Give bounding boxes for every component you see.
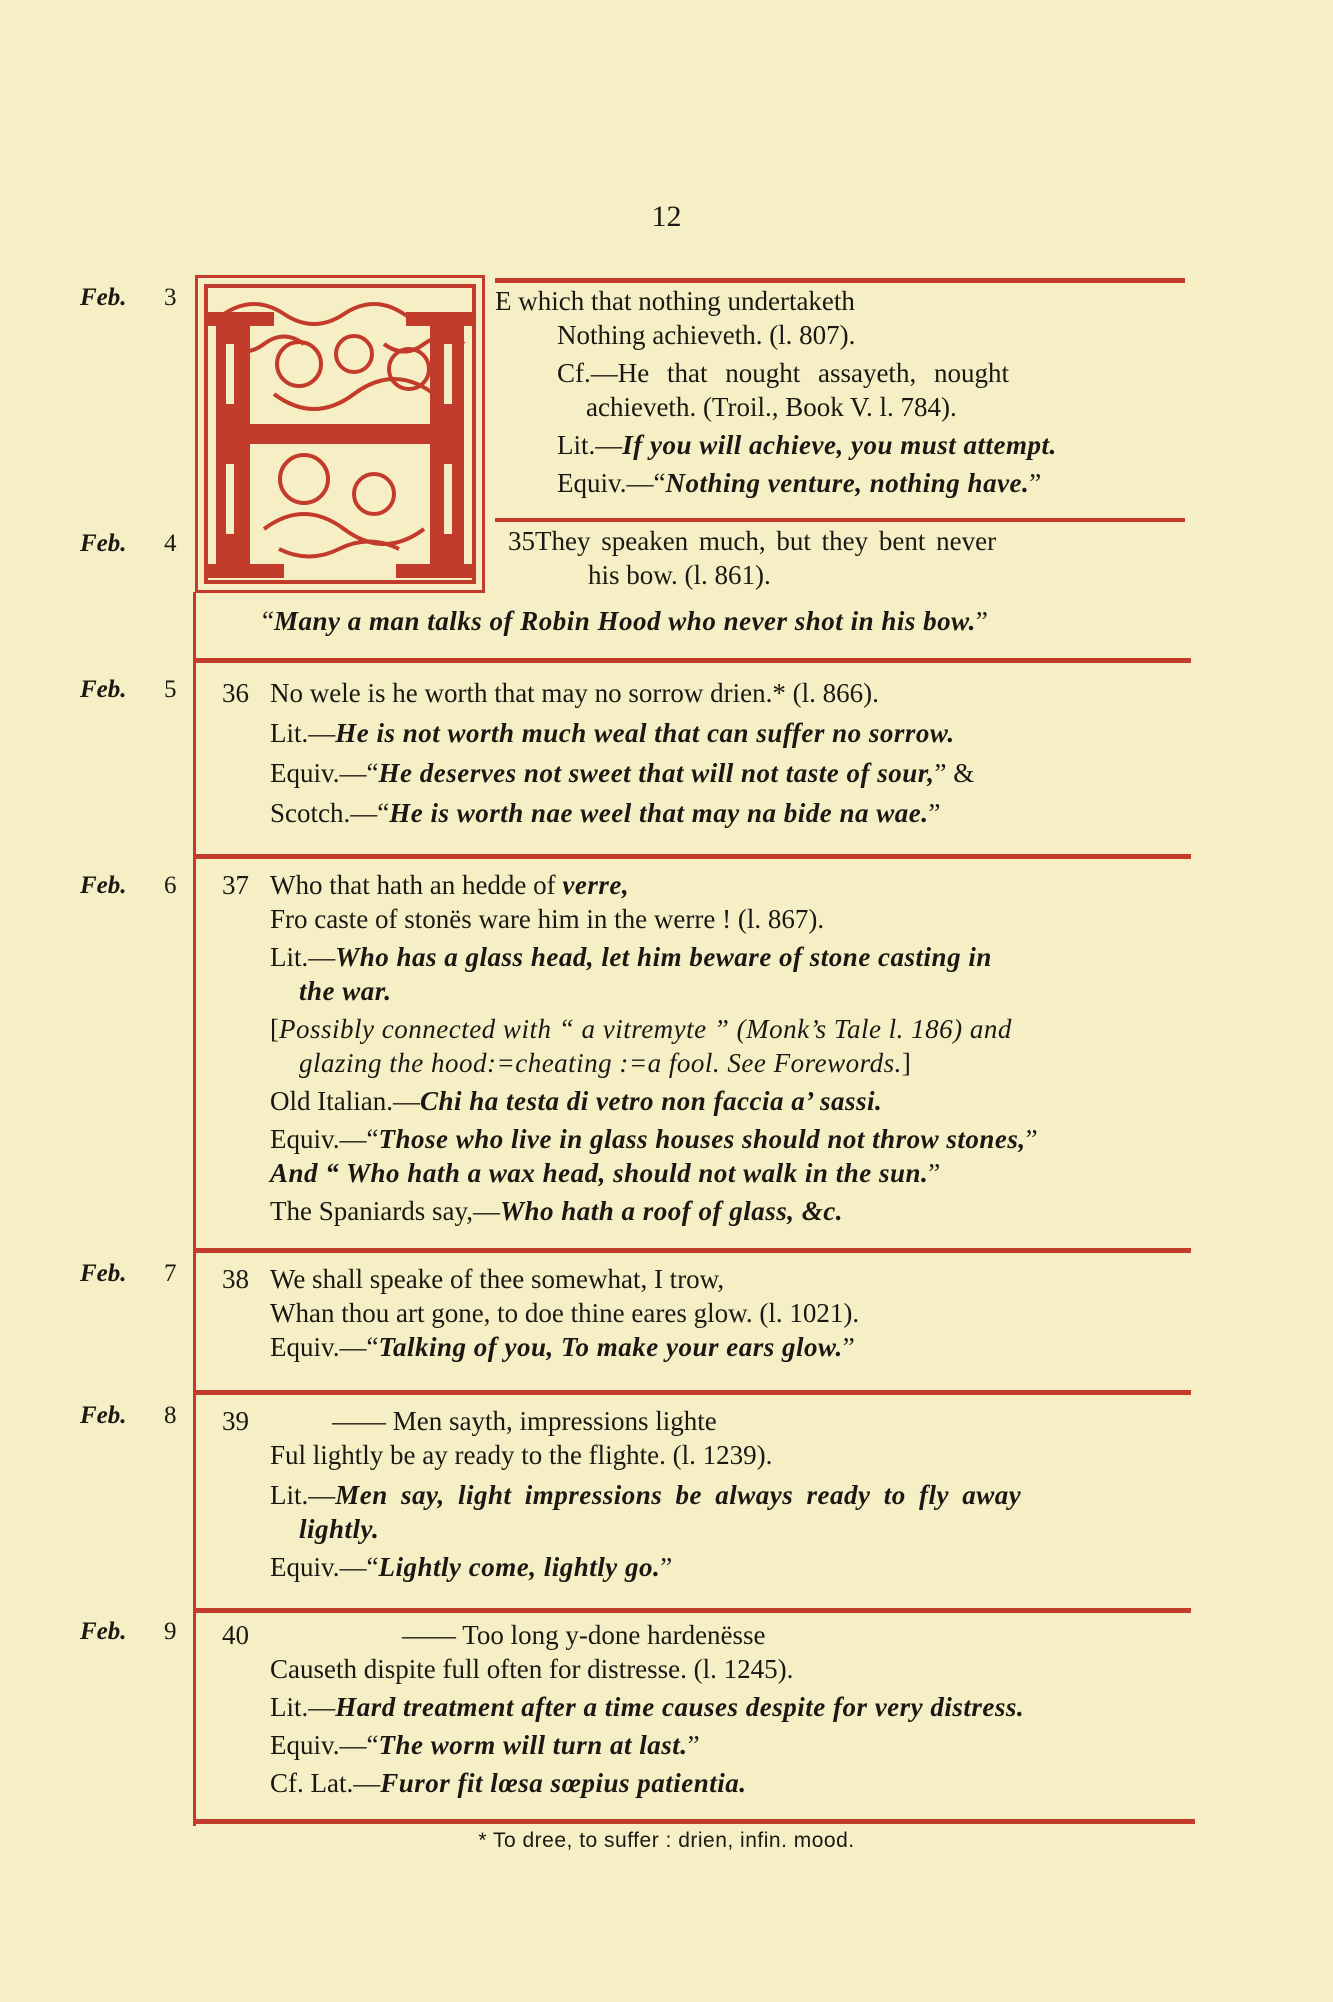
- date-month: Feb.: [80, 872, 127, 899]
- line-label: Equiv.—“: [270, 1124, 379, 1154]
- line-label: Lit.—: [270, 942, 336, 972]
- entry-line: [222, 868, 1192, 902]
- date-feb-6: [80, 872, 177, 900]
- date-feb-8: [80, 1402, 177, 1430]
- entry-line: [222, 1478, 1192, 1512]
- date-month: Feb.: [80, 530, 127, 557]
- line-label: Lit.—: [270, 718, 336, 748]
- entry-number: 40: [222, 1620, 249, 1650]
- entry-line: [222, 1330, 1192, 1364]
- line-label: Cf. Lat.—: [270, 1768, 381, 1798]
- page-number: 12: [651, 200, 682, 233]
- entry-feb-4-proverb: [262, 604, 1232, 638]
- entry-feb-3: [495, 284, 1195, 500]
- date-month: Feb.: [80, 1260, 127, 1287]
- date-day: 3: [164, 284, 177, 311]
- line-italic: If you will achieve, you must attempt.: [622, 430, 1057, 460]
- line-label: Equiv.—“: [270, 758, 379, 788]
- entry-line: [222, 1728, 1192, 1762]
- entry-divider: [196, 1390, 1191, 1395]
- date-day: 5: [164, 676, 177, 703]
- line-tail: ”: [1029, 468, 1042, 498]
- entry-line: [222, 1084, 1192, 1118]
- line-italic: Who hath a roof of glass, &c.: [499, 1196, 844, 1226]
- entry-line: [222, 676, 1192, 710]
- date-feb-9: [80, 1618, 177, 1646]
- line-tail: ”: [1025, 1124, 1038, 1154]
- entry-line: the war.: [299, 976, 392, 1006]
- line-label: The Spaniards say,—: [270, 1196, 500, 1226]
- entry-line: achieveth. (Troil., Book V. l. 784).: [586, 392, 957, 422]
- line-tail: ”: [687, 1730, 700, 1760]
- line-italic: Hard treatment after a time causes despite for very distress.: [335, 1692, 1025, 1722]
- entry-line: Fro caste of stonës ware him in the werre ! (l. 867).: [270, 904, 825, 934]
- line-italic: verre,: [562, 870, 630, 900]
- line-label: Lit.—: [270, 1480, 336, 1510]
- entry-line: [222, 1690, 1192, 1724]
- entry-line: lightly.: [299, 1514, 380, 1544]
- entry-line: his bow. (l. 861).: [588, 560, 771, 590]
- entry-divider: [196, 658, 1191, 663]
- date-month: Feb.: [80, 1402, 127, 1429]
- entry-number: 35: [508, 526, 535, 556]
- entry-line: [262, 604, 1232, 638]
- entry-line: [222, 1550, 1192, 1584]
- entry-number: 39: [222, 1406, 249, 1436]
- entry-text: We shall speake of thee somewhat, I trow,: [270, 1264, 725, 1294]
- entry-feb-6: [222, 868, 1192, 1228]
- line-italic: And “ Who hath a wax head, should not walk in the sun.: [270, 1158, 929, 1188]
- entry-feb-9: [222, 1618, 1192, 1800]
- entry-line: Nothing achieveth. (l. 807).: [557, 320, 856, 350]
- line-italic: Nothing venture, nothing have.: [665, 468, 1030, 498]
- entry-line: [222, 1404, 1192, 1438]
- entry-text: They speaken much, but they bent never: [535, 526, 997, 556]
- date-feb-4: [80, 530, 177, 558]
- date-day: 9: [164, 1618, 177, 1645]
- entry-line: [222, 940, 1192, 974]
- line-label: Equiv.—“: [270, 1332, 379, 1362]
- line-italic: Talking of you, To make your ears glow.: [378, 1332, 843, 1362]
- line-tail: ”: [975, 606, 988, 636]
- date-day: 4: [164, 530, 177, 557]
- line-label: Equiv.—“: [270, 1552, 379, 1582]
- entry-line: E which that nothing undertaketh: [495, 286, 855, 316]
- line-label: Lit.—: [270, 1692, 336, 1722]
- frame-left-rule: [193, 592, 196, 1826]
- line-italic: He deserves not sweet that will not taste of sour,: [378, 758, 935, 788]
- entry-line: [222, 1012, 1192, 1046]
- date-feb-5: [80, 676, 177, 704]
- line-tail: ”: [928, 798, 941, 828]
- entry-divider: [495, 518, 1185, 522]
- line-label: “: [262, 606, 274, 636]
- date-month: Feb.: [80, 676, 127, 703]
- initial-letter-ornament-icon: [204, 284, 476, 584]
- date-day: 8: [164, 1402, 177, 1429]
- line-italic: Chi ha testa di vetro non faccia a’ sassi.: [419, 1086, 883, 1116]
- line-tail: ” &: [934, 758, 975, 788]
- date-feb-3: [80, 284, 177, 312]
- entry-divider: [495, 278, 1185, 283]
- entry-line: Causeth dispite full often for distresse. (l. 1245).: [270, 1654, 794, 1684]
- entry-line: Ful lightly be ay ready to the flighte. (l. 1239).: [270, 1440, 773, 1470]
- entry-feb-4: [508, 524, 1208, 592]
- entry-number: 38: [222, 1264, 249, 1294]
- entry-line: [222, 1766, 1192, 1800]
- entry-number: 36: [222, 678, 249, 708]
- line-tail: ”: [842, 1332, 855, 1362]
- date-month: Feb.: [80, 284, 127, 311]
- entry-text: —— Men sayth, impressions lighte: [332, 1406, 717, 1436]
- entry-line: [222, 756, 1192, 790]
- entry-divider: [196, 1248, 1191, 1253]
- entry-text: —— Too long y-done hardenësse: [402, 1620, 766, 1650]
- date-feb-7: [80, 1260, 177, 1288]
- entry-line: [495, 428, 1195, 462]
- entry-line: Cf.—He that nought assayeth, nought: [557, 358, 1009, 388]
- line-label: [: [270, 1014, 279, 1044]
- line-label: Equiv.—“: [270, 1730, 379, 1760]
- entry-line: [495, 466, 1195, 500]
- decorated-initial: [195, 275, 485, 593]
- entry-number: 37: [222, 870, 249, 900]
- entry-text: Who that hath an hedde of: [270, 870, 563, 900]
- entry-line: [222, 796, 1192, 830]
- line-label: Old Italian.—: [270, 1086, 420, 1116]
- line-italic: Possibly connected with “ a vitremyte ” (Monk’s Tale l. 186) and: [279, 1014, 1012, 1044]
- line-italic: He is worth nae weel that may na bide na wae.: [389, 798, 929, 828]
- date-month: Feb.: [80, 1618, 127, 1645]
- entry-feb-7: [222, 1262, 1192, 1364]
- footnote: * To dree, to suffer : drien, infin. mood.: [478, 1829, 855, 1852]
- line-italic: Furor fit lœsa sœpius patientia.: [380, 1768, 747, 1798]
- frame-bottom-rule: [193, 1819, 1195, 1824]
- line-italic: glazing the hood:=cheating :=a fool. See Forewords.: [299, 1048, 902, 1078]
- entry-line: [222, 1046, 1192, 1080]
- entry-line: [222, 1618, 1192, 1652]
- entry-feb-8: [222, 1404, 1192, 1584]
- entry-line: [222, 1122, 1192, 1156]
- entry-text: No wele is he worth that may no sorrow drien.* (l. 866).: [270, 678, 879, 708]
- line-italic: Many a man talks of Robin Hood who never shot in his bow.: [273, 606, 976, 636]
- line-italic: Lightly come, lightly go.: [378, 1552, 661, 1582]
- entry-line: [508, 524, 1208, 558]
- initial-letter: H: [198, 278, 199, 279]
- entry-feb-5: [222, 676, 1192, 830]
- entry-line: [222, 1194, 1192, 1228]
- entry-line: [222, 1262, 1192, 1296]
- entry-line: Whan thou art gone, to doe thine eares glow. (l. 1021).: [270, 1298, 860, 1328]
- date-day: 7: [164, 1260, 177, 1287]
- line-italic: Men say, light impressions be always ready to fly away: [335, 1480, 1022, 1510]
- line-italic: Those who live in glass houses should not throw stones,: [378, 1124, 1026, 1154]
- line-label: Lit.—: [557, 430, 623, 460]
- line-label: Equiv.—“: [557, 468, 666, 498]
- entry-line: [222, 716, 1192, 750]
- entry-divider: [196, 1608, 1191, 1613]
- line-label: Scotch.—“: [270, 798, 390, 828]
- line-italic: The worm will turn at last.: [378, 1730, 688, 1760]
- entry-divider: [196, 854, 1191, 859]
- line-italic: Who has a glass head, let him beware of stone casting in: [335, 942, 992, 972]
- line-tail: ”: [928, 1158, 941, 1188]
- date-day: 6: [164, 872, 177, 899]
- entry-line: [222, 1156, 1192, 1190]
- line-italic: He is not worth much weal that can suffer no sorrow.: [335, 718, 955, 748]
- line-tail: ]: [901, 1048, 911, 1078]
- line-tail: ”: [660, 1552, 673, 1582]
